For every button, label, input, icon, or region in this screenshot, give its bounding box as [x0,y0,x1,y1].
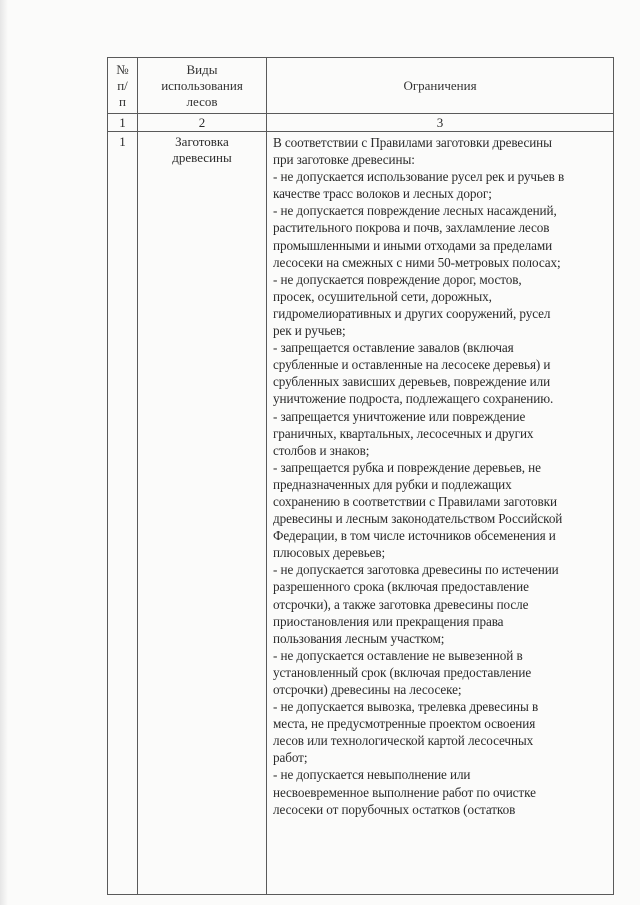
text-line: - запрещается уничтожение или повреждение [273,408,526,424]
text-line: уничтожение подроста, подлежащего сохранению. [273,391,554,407]
text-line: - запрещается оставление завалов (включая [273,340,514,356]
text-line: лесосеки на смежных с ними 50-метровых полосах; [273,254,561,270]
text-line: предназначенных для рубки и подлежащих [273,476,512,492]
header-kind-line: Виды [186,61,218,77]
text-line: пользования лесным участком; [273,630,445,646]
text-line: установленный срок (включая предоставление [273,664,532,680]
column-number-row [108,114,614,132]
text-line: - не допускается заготовка древесины по истечении [273,562,559,578]
text-line: граничных, квартальных, лесосечных и других [273,425,534,441]
text-line: качестве трасс волоков и лесных дорог; [273,186,492,202]
text-line: отсрочки) древесины на лесосеке; [273,682,462,697]
text-line: промышленными и иными отходами за пределами [273,237,553,253]
text-line: Федерации, в том числе источников обсеменения и [273,528,556,544]
text-line: - не допускается вывозка, трелевка древесины в [273,699,539,715]
text-line: несвоевременное выполнение работ по очистке [273,784,536,800]
header-row [108,58,614,114]
text-line: растительного покрова и почв, захламление лесов [273,220,550,236]
text-line: В соответствии с Правилами заготовки древесины [273,135,552,150]
text-line: лесов или технологической картой лесосечных [273,733,534,749]
header-number [108,58,138,114]
row-number: 1 [108,132,138,895]
text-line: просек, осушительной сети, дорожных, [273,288,492,304]
row-restrictions-text [267,132,614,895]
text-line: - не допускается использование русел рек и ручьев в [273,169,565,185]
header-kind-line: использования [161,77,243,93]
row-kind-line: Заготовка [175,134,229,149]
header-restrictions: Ограничения [267,58,614,114]
text-line: - запрещается рубка и повреждение деревьев, не [273,459,541,475]
text-line: - не допускается невыполнение или [273,767,471,783]
text-line: - не допускается повреждение дорог, мостов, [273,271,522,287]
text-line: разрешенного срока (включая предоставление [273,579,529,595]
text-line: работ; [273,750,308,766]
row-kind-line: древесины [172,150,232,165]
text-line: сохранению в соответствии с Правилами заготовки [273,493,557,509]
text-line: - не допускается повреждение лесных насаждений, [273,203,557,219]
text-line: гидромелиоративных и других сооружений, русел [273,305,551,321]
text-line: рек и ручьев; [273,323,346,339]
text-line: древесины и лесным законодательством Российской [273,511,563,527]
text-line: отсрочки), а также заготовка древесины после [273,596,529,612]
text-line: лесосеки от порубочных остатков (остатков [273,801,516,817]
header-number-line: № [116,61,129,77]
header-kind [138,58,267,114]
table-row [108,132,614,895]
text-line: - не допускается оставление не вывезенной в [273,647,523,663]
header-number-line: п/ [117,77,128,93]
restrictions-table [107,57,614,895]
scan-shadow [0,0,8,905]
text-line: при заготовке древесины: [273,152,415,168]
column-number: 1 [108,114,138,132]
text-line: столбов и знаков; [273,442,370,458]
column-number: 2 [138,114,267,132]
text-line: срубленных зависших деревьев, повреждение или [273,374,551,390]
column-number: 3 [267,114,614,132]
text-line: места, не предусмотренные проектом освоения [273,716,536,732]
header-kind-line: лесов [186,93,218,109]
text-line: приостановления или прекращения права [273,613,504,629]
row-kind [138,132,267,895]
header-number-line: п [119,93,126,109]
text-line: срубленные и оставленные на лесосеке деревья) и [273,357,551,373]
text-line: плюсовых деревьев; [273,545,386,561]
